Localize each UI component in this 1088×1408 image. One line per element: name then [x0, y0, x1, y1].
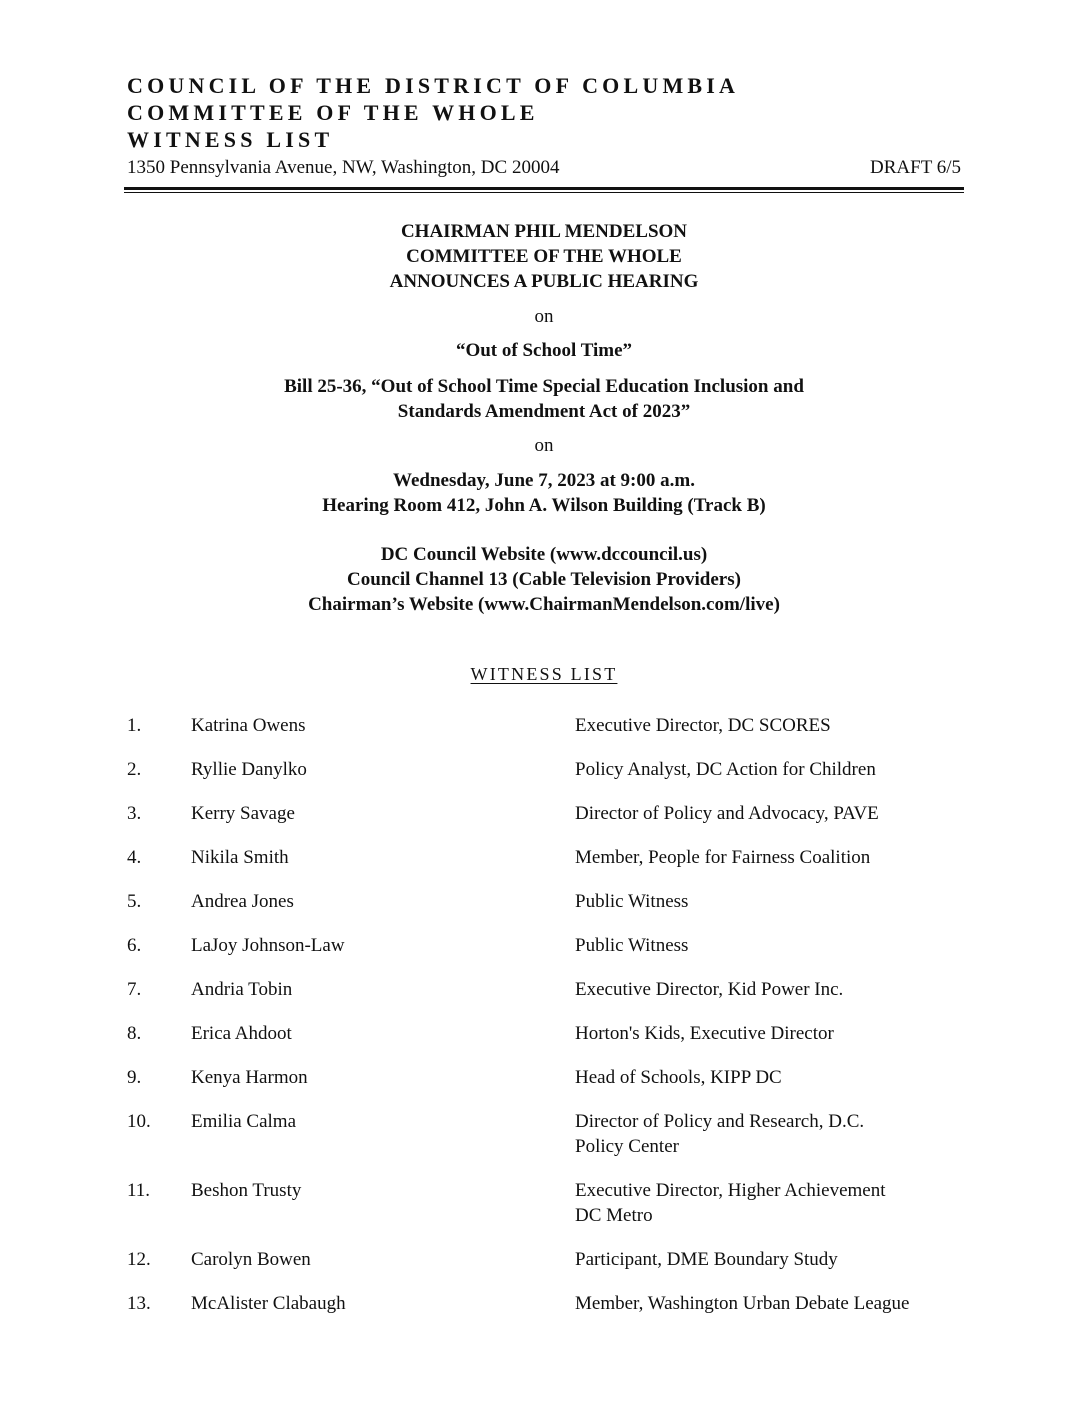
witness-row	[127, 1178, 967, 1228]
witness-number: 7.	[127, 979, 142, 1000]
witness-row	[127, 1291, 967, 1316]
bill-line-2: Standards Amendment Act of 2023”	[397, 401, 691, 422]
witness-number: 10.	[127, 1111, 151, 1132]
channel-council-13: Council Channel 13 (Cable Television Providers)	[347, 569, 741, 590]
witness-list	[127, 713, 967, 1335]
witness-list-heading	[0, 664, 1088, 685]
witness-number: 8.	[127, 1023, 142, 1044]
on-text-1: on	[534, 306, 554, 327]
witness-affiliation-line: Head of Schools, KIPP DC	[575, 1067, 782, 1088]
witness-affiliation	[575, 1178, 967, 1228]
witness-affiliation	[575, 757, 967, 782]
witness-name: Kenya Harmon	[191, 1067, 308, 1088]
witness-row	[127, 933, 967, 958]
witness-name: Andrea Jones	[191, 891, 294, 912]
witness-name: Kerry Savage	[191, 803, 295, 824]
witness-name: Nikila Smith	[191, 847, 289, 868]
witness-row	[127, 845, 967, 870]
header-rule-thin	[124, 192, 964, 193]
witness-number: 1.	[127, 715, 142, 736]
witness-affiliation-line: Member, Washington Urban Debate League	[575, 1293, 910, 1314]
witness-affiliation	[575, 1109, 967, 1159]
letterhead-committee: COMMITTEE OF THE WHOLE	[127, 100, 539, 125]
witness-affiliation	[575, 845, 967, 870]
witness-affiliation-line: DC Metro	[575, 1205, 653, 1226]
witness-affiliation	[575, 977, 967, 1002]
witness-row	[127, 1021, 967, 1046]
witness-name: LaJoy Johnson-Law	[191, 935, 345, 956]
bill-line-1: Bill 25-36, “Out of School Time Special Education Inclusion and	[284, 376, 804, 397]
broadcast-channels	[0, 542, 1088, 617]
letterhead-witness-list: WITNESS LIST	[127, 127, 334, 152]
draft-label: DRAFT 6/5	[870, 157, 961, 178]
witness-affiliation-line: Horton's Kids, Executive Director	[575, 1023, 834, 1044]
channel-dc-council-website: DC Council Website (www.dccouncil.us)	[380, 544, 708, 565]
witness-affiliation	[575, 889, 967, 914]
bill-title	[0, 374, 1088, 424]
witness-affiliation-line: Executive Director, Kid Power Inc.	[575, 979, 844, 1000]
witness-affiliation-line: Executive Director, Higher Achievement	[575, 1180, 886, 1201]
witness-list-heading-text: WITNESS LIST	[470, 664, 618, 684]
on-text-2: on	[534, 435, 554, 456]
witness-affiliation-line: Policy Analyst, DC Action for Children	[575, 759, 876, 780]
witness-affiliation	[575, 1291, 967, 1316]
witness-row	[127, 713, 967, 738]
announces-line: ANNOUNCES A PUBLIC HEARING	[389, 271, 699, 292]
witness-row	[127, 977, 967, 1002]
witness-number: 4.	[127, 847, 142, 868]
witness-affiliation	[575, 1021, 967, 1046]
witness-number: 3.	[127, 803, 142, 824]
hearing-announcement	[0, 219, 1088, 294]
letterhead-council: COUNCIL OF THE DISTRICT OF COLUMBIA	[127, 73, 740, 98]
header-rule-thick	[124, 187, 964, 190]
witness-name: Andria Tobin	[191, 979, 293, 1000]
witness-affiliation-line: Policy Center	[575, 1136, 679, 1157]
witness-name: Emilia Calma	[191, 1111, 297, 1132]
witness-affiliation-line: Member, People for Fairness Coalition	[575, 847, 871, 868]
witness-affiliation	[575, 1065, 967, 1090]
hearing-title: “Out of School Time”	[455, 340, 633, 361]
witness-affiliation-line: Director of Policy and Research, D.C.	[575, 1111, 865, 1132]
witness-name: Ryllie Danylko	[191, 759, 307, 780]
witness-row	[127, 889, 967, 914]
letterhead-address-row	[127, 154, 963, 182]
witness-row	[127, 1065, 967, 1090]
witness-affiliation	[575, 713, 967, 738]
witness-row	[127, 1109, 967, 1159]
witness-number: 6.	[127, 935, 142, 956]
letterhead	[127, 72, 963, 182]
witness-affiliation	[575, 933, 967, 958]
channel-chairman-website: Chairman’s Website (www.ChairmanMendelson.com/live)	[308, 594, 780, 615]
witness-affiliation	[575, 1247, 967, 1272]
witness-row	[127, 801, 967, 826]
witness-name: Katrina Owens	[191, 715, 306, 736]
witness-affiliation-line: Participant, DME Boundary Study	[575, 1249, 838, 1270]
witness-row	[127, 757, 967, 782]
hearing-location: Hearing Room 412, John A. Wilson Building (Track B)	[322, 495, 766, 516]
chairman-line: CHAIRMAN PHIL MENDELSON	[400, 221, 688, 242]
witness-number: 12.	[127, 1249, 151, 1270]
witness-number: 2.	[127, 759, 142, 780]
witness-affiliation-line: Director of Policy and Advocacy, PAVE	[575, 803, 879, 824]
letterhead-address: 1350 Pennsylvania Avenue, NW, Washington, DC 20004	[127, 157, 560, 178]
witness-name: Beshon Trusty	[191, 1180, 302, 1201]
witness-number: 11.	[127, 1180, 151, 1201]
hearing-date: Wednesday, June 7, 2023 at 9:00 a.m.	[393, 470, 695, 491]
committee-line: COMMITTEE OF THE WHOLE	[406, 246, 682, 267]
witness-affiliation-line: Public Witness	[575, 891, 689, 912]
witness-number: 5.	[127, 891, 142, 912]
witness-number: 13.	[127, 1293, 151, 1314]
hearing-when-where	[0, 468, 1088, 518]
witness-row	[127, 1247, 967, 1272]
witness-name: Erica Ahdoot	[191, 1023, 292, 1044]
witness-name: McAlister Clabaugh	[191, 1293, 346, 1314]
witness-name: Carolyn Bowen	[191, 1249, 311, 1270]
witness-number: 9.	[127, 1067, 142, 1088]
witness-affiliation-line: Public Witness	[575, 935, 689, 956]
witness-affiliation	[575, 801, 967, 826]
witness-affiliation-line: Executive Director, DC SCORES	[575, 715, 831, 736]
